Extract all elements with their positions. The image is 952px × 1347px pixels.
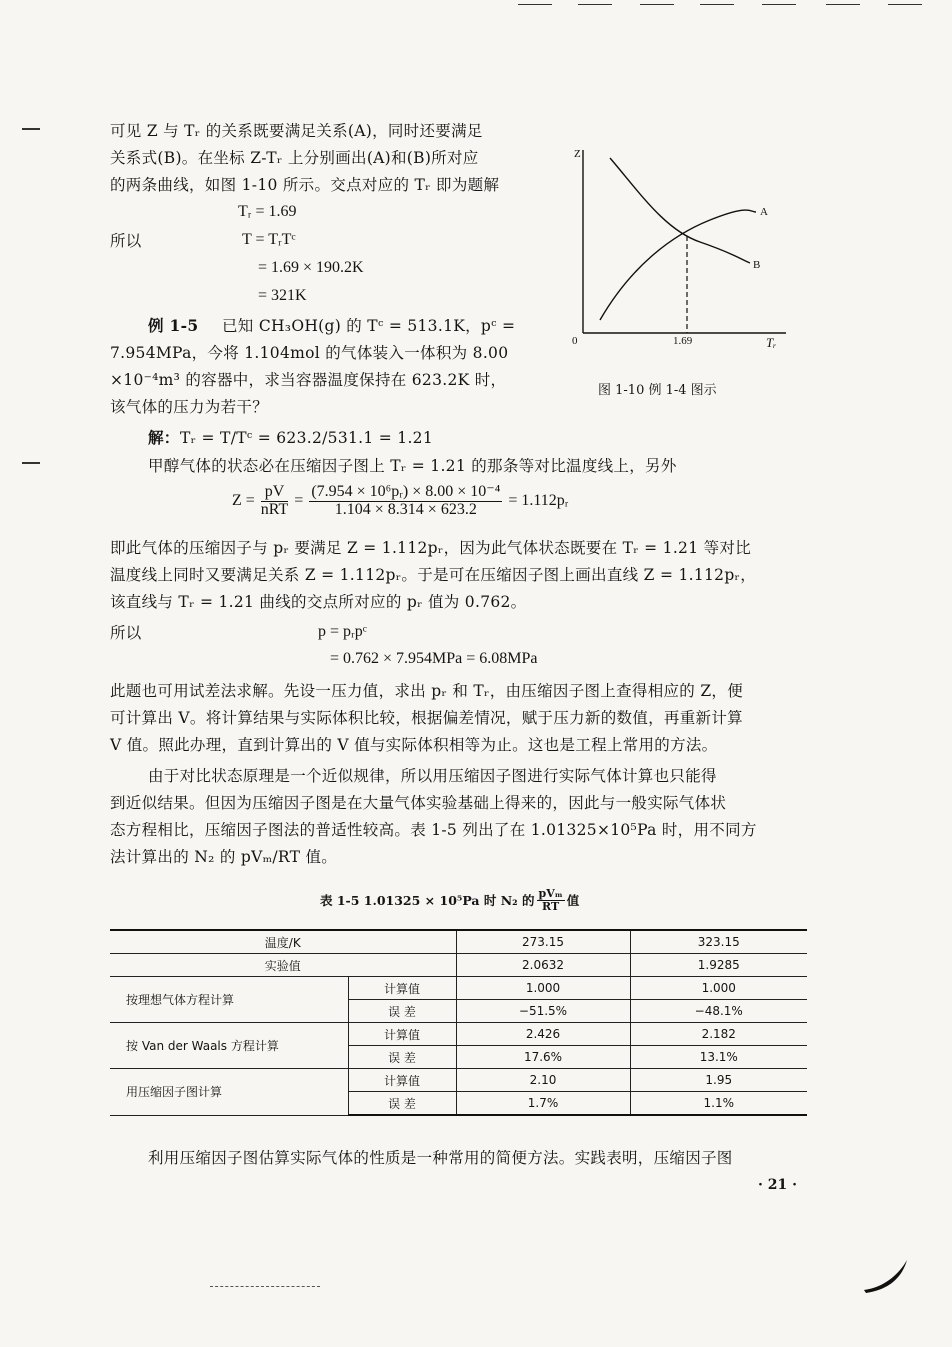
table-cell: 误 差 [348, 1046, 456, 1069]
table-caption-fraction [537, 888, 565, 912]
table-row [110, 1069, 807, 1092]
text-line: 即此气体的压缩因子与 pᵣ 要满足 Z = 1.112pᵣ，因为此气体状态既要在 Tᵣ = 1.21 等对比 [110, 539, 751, 557]
text-line: 可见 Z 与 Tᵣ 的关系既要满足关系(A)，同时还要满足 [110, 122, 483, 140]
text-line: 该直线与 Tᵣ = 1.21 曲线的交点所对应的 pᵣ 值为 0.762。 [110, 593, 527, 611]
text-line: 由于对比状态原理是一个近似规律，所以用压缩因子图进行实际气体计算也只能得 [148, 767, 717, 785]
table-cell: 温度/K [110, 930, 456, 954]
table-cell: 2.182 [630, 1023, 807, 1046]
equation: = 321K [258, 287, 307, 304]
z-equation-rhs: = 1.112pᵣ [508, 492, 569, 510]
table-cell: 用压缩因子图计算 [110, 1069, 348, 1116]
table-cell: 1.000 [630, 977, 807, 1000]
fraction [309, 484, 502, 519]
text-line: 7.954MPa，今将 1.104mol 的气体装入一体积为 8.00 [110, 344, 509, 362]
figure-plot [560, 138, 790, 338]
table-cell: 误 差 [348, 1092, 456, 1116]
table-row [110, 977, 807, 1000]
table-cell: 2.426 [456, 1023, 630, 1046]
text-line: 该气体的压力为若干？ [110, 398, 269, 416]
table-cell: 1.95 [630, 1069, 807, 1092]
table-cell: −51.5% [456, 1000, 630, 1023]
text-line: V 值。照此办理，直到计算出的 V 值与实际体积相等为止。这也是工程上常用的方法。 [110, 736, 718, 754]
z-equation-lhs: Z = [232, 492, 255, 510]
denominator: 1.104 × 8.314 × 623.2 [334, 500, 477, 518]
x-axis-label: Tᵣ [766, 335, 777, 350]
text-line: Tᵣ = T/Tᶜ = 623.2/531.1 = 1.21 [180, 429, 433, 447]
table-cell: 1.1% [630, 1092, 807, 1116]
example-label: 例 1-5 [148, 316, 199, 335]
equation: p = pᵣpᶜ [318, 623, 367, 640]
curve-b-label: B [753, 259, 761, 271]
scan-mark [888, 4, 922, 5]
scan-mark [762, 4, 796, 5]
curve-a-label: A [760, 206, 768, 218]
page-number: · 21 · [758, 1177, 797, 1193]
table-caption-text: 表 1-5 1.01325 × 10⁵Pa 时 N₂ 的 [320, 893, 535, 909]
table-cell: 1.9285 [630, 954, 807, 977]
z-equation [232, 484, 568, 519]
numerator: pV [261, 484, 288, 502]
table-row [110, 930, 807, 954]
table-cell: 323.15 [630, 930, 807, 954]
equation: Tᵣ = 1.69 [238, 203, 297, 220]
table-cell: −48.1% [630, 1000, 807, 1023]
table-row [110, 1023, 807, 1046]
origin-label: 0 [572, 335, 578, 347]
equation: = 1.69 × 190.2K [258, 259, 364, 276]
table-cell: 计算值 [348, 977, 456, 1000]
scan-mark [826, 4, 860, 5]
scan-mark [640, 4, 674, 5]
table-cell: 273.15 [456, 930, 630, 954]
table-cell: 13.1% [630, 1046, 807, 1069]
table-cell: 1.7% [456, 1092, 630, 1116]
scan-mark [210, 1286, 320, 1287]
text-line: 到近似结果。但因为压缩因子图是在大量气体实验基础上得来的，因此与一般实际气体状 [110, 794, 727, 812]
table-cell: 按 Van der Waals 方程计算 [110, 1023, 348, 1069]
table-caption [320, 888, 579, 912]
figure-1-10 [560, 138, 790, 363]
table-cell: 1.000 [456, 977, 630, 1000]
scan-mark [578, 4, 612, 5]
equals-sign: = [294, 492, 304, 510]
curve-b [610, 158, 750, 263]
text-label: 所以 [110, 624, 142, 642]
text-line: 态方程相比，压缩因子图法的普适性较高。表 1-5 列出了在 1.01325×10⁵Pa 时，用不同方 [110, 821, 757, 839]
table-cell: 2.10 [456, 1069, 630, 1092]
x-tick-label: 1.69 [673, 335, 693, 347]
text-line: 可计算出 V。将计算结果与实际体积比较，根据偏差情况，赋于压力新的数值，再重新计算 [110, 709, 743, 727]
numerator: pVₘ [538, 887, 563, 900]
table-cell: 2.0632 [456, 954, 630, 977]
table-cell: 17.6% [456, 1046, 630, 1069]
text-line: 的两条曲线，如图 1-10 所示。交点对应的 Tᵣ 即为题解 [110, 176, 500, 194]
equation: = 0.762 × 7.954MPa = 6.08MPa [330, 650, 538, 667]
fraction [261, 484, 288, 519]
denominator: nRT [260, 500, 289, 518]
text-line: 甲醇气体的状态必在压缩因子图上 Tᵣ = 1.21 的那条等对比温度线上，另外 [148, 457, 677, 475]
figure-caption: 图 1-10 例 1-4 图示 [598, 383, 717, 398]
table-cell: 误 差 [348, 1000, 456, 1023]
text-line: ×10⁻⁴m³ 的容器中，求当容器温度保持在 623.2K 时， [110, 371, 507, 389]
text-line: 法计算出的 N₂ 的 pVₘ/RT 值。 [110, 848, 338, 866]
scan-mark [518, 4, 552, 5]
table-1-5 [110, 929, 807, 1116]
text-line: 温度线上同时又要满足关系 Z = 1.112pᵣ。于是可在压缩因子图上画出直线 Z = 1.112pᵣ， [110, 566, 757, 584]
equation: T = TᵣTᶜ [242, 231, 296, 248]
text-line: 此题也可用试差法求解。先设一压力值，求出 pᵣ 和 Tᵣ，由压缩因子图上查得相应的 Z，便 [110, 682, 744, 700]
table-row [110, 954, 807, 977]
table-cell: 按理想气体方程计算 [110, 977, 348, 1023]
scan-smudge [862, 1258, 910, 1294]
table-cell: 计算值 [348, 1023, 456, 1046]
solution-label: 解： [148, 428, 180, 447]
margin-mark [22, 462, 40, 464]
scan-mark [700, 4, 734, 5]
table-caption-suffix: 值 [566, 893, 580, 909]
text-line: 利用压缩因子图估算实际气体的性质是一种常用的简便方法。实践表明，压缩因子图 [148, 1149, 733, 1167]
table-cell: 实验值 [110, 954, 456, 977]
numerator: (7.954 × 10⁶pᵣ) × 8.00 × 10⁻⁴ [311, 483, 501, 500]
text-line: 关系式(B)。在坐标 Z-Tᵣ 上分别画出(A)和(B)所对应 [110, 149, 479, 167]
text-line: 已知 CH₃OH(g) 的 Tᶜ = 513.1K，pᶜ = [222, 317, 516, 335]
table-cell: 计算值 [348, 1069, 456, 1092]
margin-mark [22, 128, 40, 130]
denominator: RT [542, 899, 560, 913]
y-axis-label: Z [574, 148, 581, 160]
curve-a [600, 210, 756, 320]
text-label: 所以 [110, 232, 142, 250]
